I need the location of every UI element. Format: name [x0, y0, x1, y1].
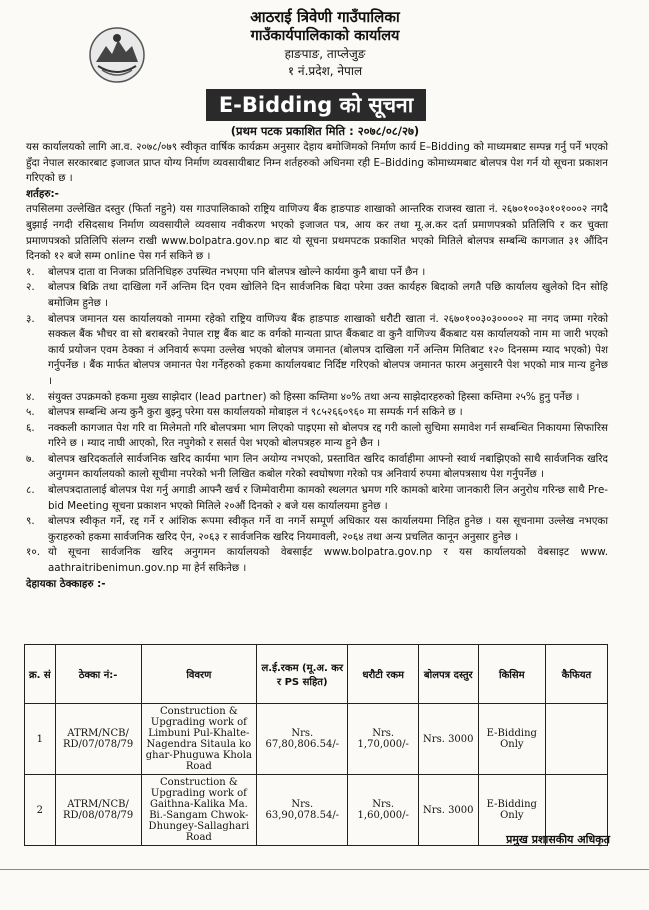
- condition-number: ७.: [26, 452, 35, 465]
- condition-number: ५.: [26, 406, 35, 419]
- condition-item: [26, 280, 608, 311]
- table-header-cell: ठेक्का नं:-: [55, 645, 141, 704]
- table-cell-contract: ATRM/NCB/ RD/07/078/79: [55, 704, 141, 775]
- publication-date: (प्रथम पटक प्रकाशित मिति : २०७८/०८/२७): [230, 124, 420, 138]
- province-name: १ नं.प्रदेश, नेपाल: [287, 64, 363, 78]
- table-cell-estimate: Nrs. 67,80,806.54/-: [257, 704, 348, 775]
- condition-number: ८.: [26, 484, 35, 497]
- bottom-divider: [0, 869, 649, 870]
- table-cell-desc: Construction & Upgrading work of Limbuni Pul-Khalte-Nagendra Sitaula ko ghar-Phuguwa Khola Road: [141, 704, 257, 775]
- notice-banner: E-Bidding को सूचना: [206, 89, 426, 121]
- condition-number: २.: [26, 281, 35, 294]
- condition-item: [26, 514, 608, 545]
- table-cell-desc: Construction & Upgrading work of Gaithna-Kalika Ma. Bi.-Sangam Chwok-Dhungey-Sallaghari Road: [141, 775, 257, 846]
- office-header: [200, 8, 450, 80]
- municipality-name: आठराई त्रिवेणी गाउँपालिका: [250, 8, 400, 26]
- condition-number: १०.: [26, 546, 40, 559]
- intro-paragraph: यस कार्यालयको लागि आ.व. २०७८/०७९ स्वीकृत वार्षिक कार्यक्रम अनुसार देहाय बमोजिमको निर्माण कार्य E–Bidding को माध्यमबाट सम्पन्न गर्नु पर्ने भएको हुँदा नेपाल सरकारबाट इजाजत प्राप्त योग्य निर्माण व्यवसायीबाट निम्न शर्तहरुको अधिनमा रही E–Bidding कोमाध्यमबाट बोलपत्र पेश गर्न यो सूचना प्रकाशन गरिएको छ ।: [26, 141, 609, 185]
- table-header-cell: कैफियत: [546, 645, 608, 704]
- table-cell-estimate: Nrs. 63,90,078.54/-: [257, 775, 348, 846]
- table-cell-sn: 1: [25, 704, 56, 775]
- condition-item: [26, 405, 608, 421]
- condition-item: [26, 483, 608, 514]
- table-cell-fee: Nrs. 3000: [418, 775, 478, 846]
- condition-text: यो सूचना सार्वजनिक खरिद अनुगमन कार्यालयको वेबसाईट www.bolpatra.gov.np र यस कार्यालयको वेबसाइट www. aathraitribenimun.gov.np मा हेर्न सकिनेछ ।: [48, 546, 608, 575]
- table-cell-deposit: Nrs. 1,60,000/-: [348, 775, 419, 846]
- office-name: गाउँकार्यपालिकाको कार्यालय: [250, 28, 400, 44]
- condition-number: ९.: [26, 515, 35, 528]
- table-header-cell: किसिम: [478, 645, 545, 704]
- table-cell-sn: 2: [25, 775, 56, 846]
- condition-number: १.: [26, 265, 35, 278]
- condition-item: [26, 452, 608, 483]
- condition-text: बोलपत्रदातालाई बोलपत्र पेश गर्नु अगाडी आफ्नै खर्च र जिम्मेवारीमा कामको स्थलगत भ्रमण गरि कामको बारेमा जानकारी लिन अनुरोध गरिन्छ साथै Pre-bid Meeting सूचना प्रकाशन भएको मितिले २०औं दिनको २ बजे यस कार्यालयमा हुनेछ ।: [48, 484, 608, 512]
- table-header-cell: क्र. सं: [25, 645, 56, 704]
- condition-item: [26, 390, 608, 406]
- notice-body: [26, 140, 608, 592]
- table-title: देहायका ठेक्काहरु :-: [26, 577, 106, 590]
- table-cell-type: E-Bidding Only: [478, 704, 545, 775]
- condition-text: नक्कली कागजात पेश गरि वा मिलेमतो गरि बोलपत्रमा भाग लिएको पाइएमा सो बोलपत्र रद्द गरी कालो सुचिमा समावेश गर्न सम्बन्धित निकायमा सिफारिस गरिने छ । म्याद नाघी आएको, रित नपुगेको र ससर्त पेश भएको बोलपत्रहरु मान्य हुने छैन ।: [48, 421, 608, 450]
- condition-number: ३.: [26, 312, 35, 325]
- table-cell-fee: Nrs. 3000: [418, 704, 478, 775]
- table-row: [25, 704, 608, 775]
- condition-item: [26, 421, 608, 452]
- table-cell-remarks: [546, 704, 608, 775]
- condition-number: ४.: [26, 390, 35, 403]
- table-header-cell: विवरण: [141, 645, 257, 704]
- office-address: हाङपाङ, ताप्लेजुङ: [284, 47, 366, 61]
- conditions-list: [26, 265, 608, 577]
- table-header-row: [25, 645, 608, 704]
- condition-text: बोलपत्र खरिदकर्ताले सार्वजनिक खरिद कार्यमा भाग लिन अयोग्य नभएको, प्रस्तावित खरिद कार्वाहीमा आफ्नो स्वार्थ नबाझिएको साथै सार्वजनिक खरिद अनुगमन कार्यालयको कालो सूचीमा नपरेको भनी लिखित कबोल गरेको स्वघोषणा गरेको पत्र अनिवार्य रुपमा बोलपत्रसाथ पेश गर्नुपर्नेछ ।: [48, 452, 608, 481]
- signature-title: प्रमुख प्रशासकीय अधिकृत: [506, 833, 610, 846]
- conditions-intro: तपसिलमा उल्लेखित दस्तुर (फिर्ता नहुने) यस गाउपालिकाको राष्ट्रिय वाणिज्य बैंक हाङपाङ शाखाको आन्तरिक राजस्व खाता नं. २६७०१००३०१०१०००२ नगदै बुझाई नगदी रसिदसाथ निर्माण व्यवसायीले व्यवसाय नवीकरण भएको इजाजत पत्र, आय कर तथा मू.अ.कर दर्ता प्रमाणपत्रको प्रतिलिपि र कर चुक्ता प्रमाणपत्रको प्रतिलिपि संलग्न राखी www.bolpatra.gov.np बाट यो सूचना प्रथमपटक प्रकाशित भएको मितिले बोलपत्र सम्बन्धि कागजात ३१ औंदिन दिनको १२ बजे सम्म online पेस गर्न सकिने छ ।: [26, 203, 608, 263]
- condition-item: [26, 312, 608, 390]
- municipality-emblem-icon: [88, 26, 146, 84]
- condition-text: बोलपत्र दाता वा निजका प्रतिनिधिहरु उपस्थित नभएमा पनि बोलपत्र खोल्ने कार्यमा कुनै बाधा पर्ने छैन ।: [48, 265, 426, 278]
- condition-text: बोलपत्र बिक्रि तथा दाखिला गर्ने अन्तिम दिन एवम खोलिने दिन सार्वजनिक बिदा परेमा उक्त कार्यहरु बिदाको लगतै पछि कार्यालय खुलेको दिन सोहि बमोजिम हुनेछ ।: [48, 281, 608, 309]
- table-header-cell: ल.ई.रकम (मू.अ. कर र PS सहित): [257, 645, 348, 704]
- condition-number: ६.: [26, 421, 35, 434]
- table-cell-deposit: Nrs. 1,70,000/-: [348, 704, 419, 775]
- table-body: [25, 704, 608, 846]
- conditions-title: शर्तहरु:-: [26, 187, 59, 200]
- condition-item: [26, 545, 608, 576]
- table-header-cell: बोलपत्र दस्तुर: [418, 645, 478, 704]
- table-header-cell: धरौटी रकम: [348, 645, 419, 704]
- table-cell-contract: ATRM/NCB/ RD/08/078/79: [55, 775, 141, 846]
- condition-text: संयुक्त उपक्रमको हकमा मुख्य साझेदार (lead partner) को हिस्सा कम्तिमा ४०% तथा अन्य साझेदारहरुको हिस्सा कम्तिमा २५% हुनु पर्नेछ ।: [48, 390, 580, 403]
- table-cell-type: E-Bidding Only: [478, 775, 545, 846]
- condition-text: बोलपत्र सम्बन्धि अन्य कुनै कुरा बुझ्नु परेमा यस कार्यालयको मोबाइल नं ९८५२६६०९६० मा सम्पर्क गर्न सकिने छ ।: [48, 406, 463, 419]
- condition-text: बोलपत्र स्वीकृत गर्ने, रद्द गर्ने र आंशिक रूपमा स्वीकृत गर्ने वा नगर्ने सम्पूर्ण अधिकार यस कार्यालयमा निहित हुनेछ । यस सूचनामा उल्लेख नभएका कुराहरुको हकमा सार्वजनिक खरिद ऐन, २०६३ र सार्वजनिक खरिद नियमावली, २०६४ तथा अन्य प्रचलित कानून अनुसार हुनेछ ।: [48, 515, 608, 543]
- condition-text: बोलपत्र जमानत यस कार्यालयको नाममा रहेको राष्ट्रिय वाणिज्य बैंक हाङपाङ शाखाको धरौटी खाता नं. २६७०१००३०३००००२ मा नगद जम्मा गरेको सक्कल बैंक भौचर वा सो बराबरको नेपाल राष्ट्र बैंक बाट क वर्गको मान्यता प्राप्त बैंकबाट वा कुनै वाणिज्य बैंकबाट यस कार्यालयको नाम मा जारी भएको कार्य प्रयोजन एवम ठेक्का नं अनिवार्य रूपमा उल्लेख भएको बोलपत्र जमानत (बोलपत्र दाखिला गर्ने अन्तिम मितिबाट १२० दिनसम्म म्याद भएको) पेश गर्नुपर्नेछ । बैंक मार्फत बोलपत्र जमानत पेश गर्नेहरुको हकमा कार्यालयबाट निर्दिष्ट गरिएको बोलपत्र जमानत फारम अनुसारनै पेश भएको मात्र मान्य हुनेछ ।: [48, 312, 608, 387]
- condition-item: [26, 265, 608, 281]
- contracts-table: [24, 644, 608, 846]
